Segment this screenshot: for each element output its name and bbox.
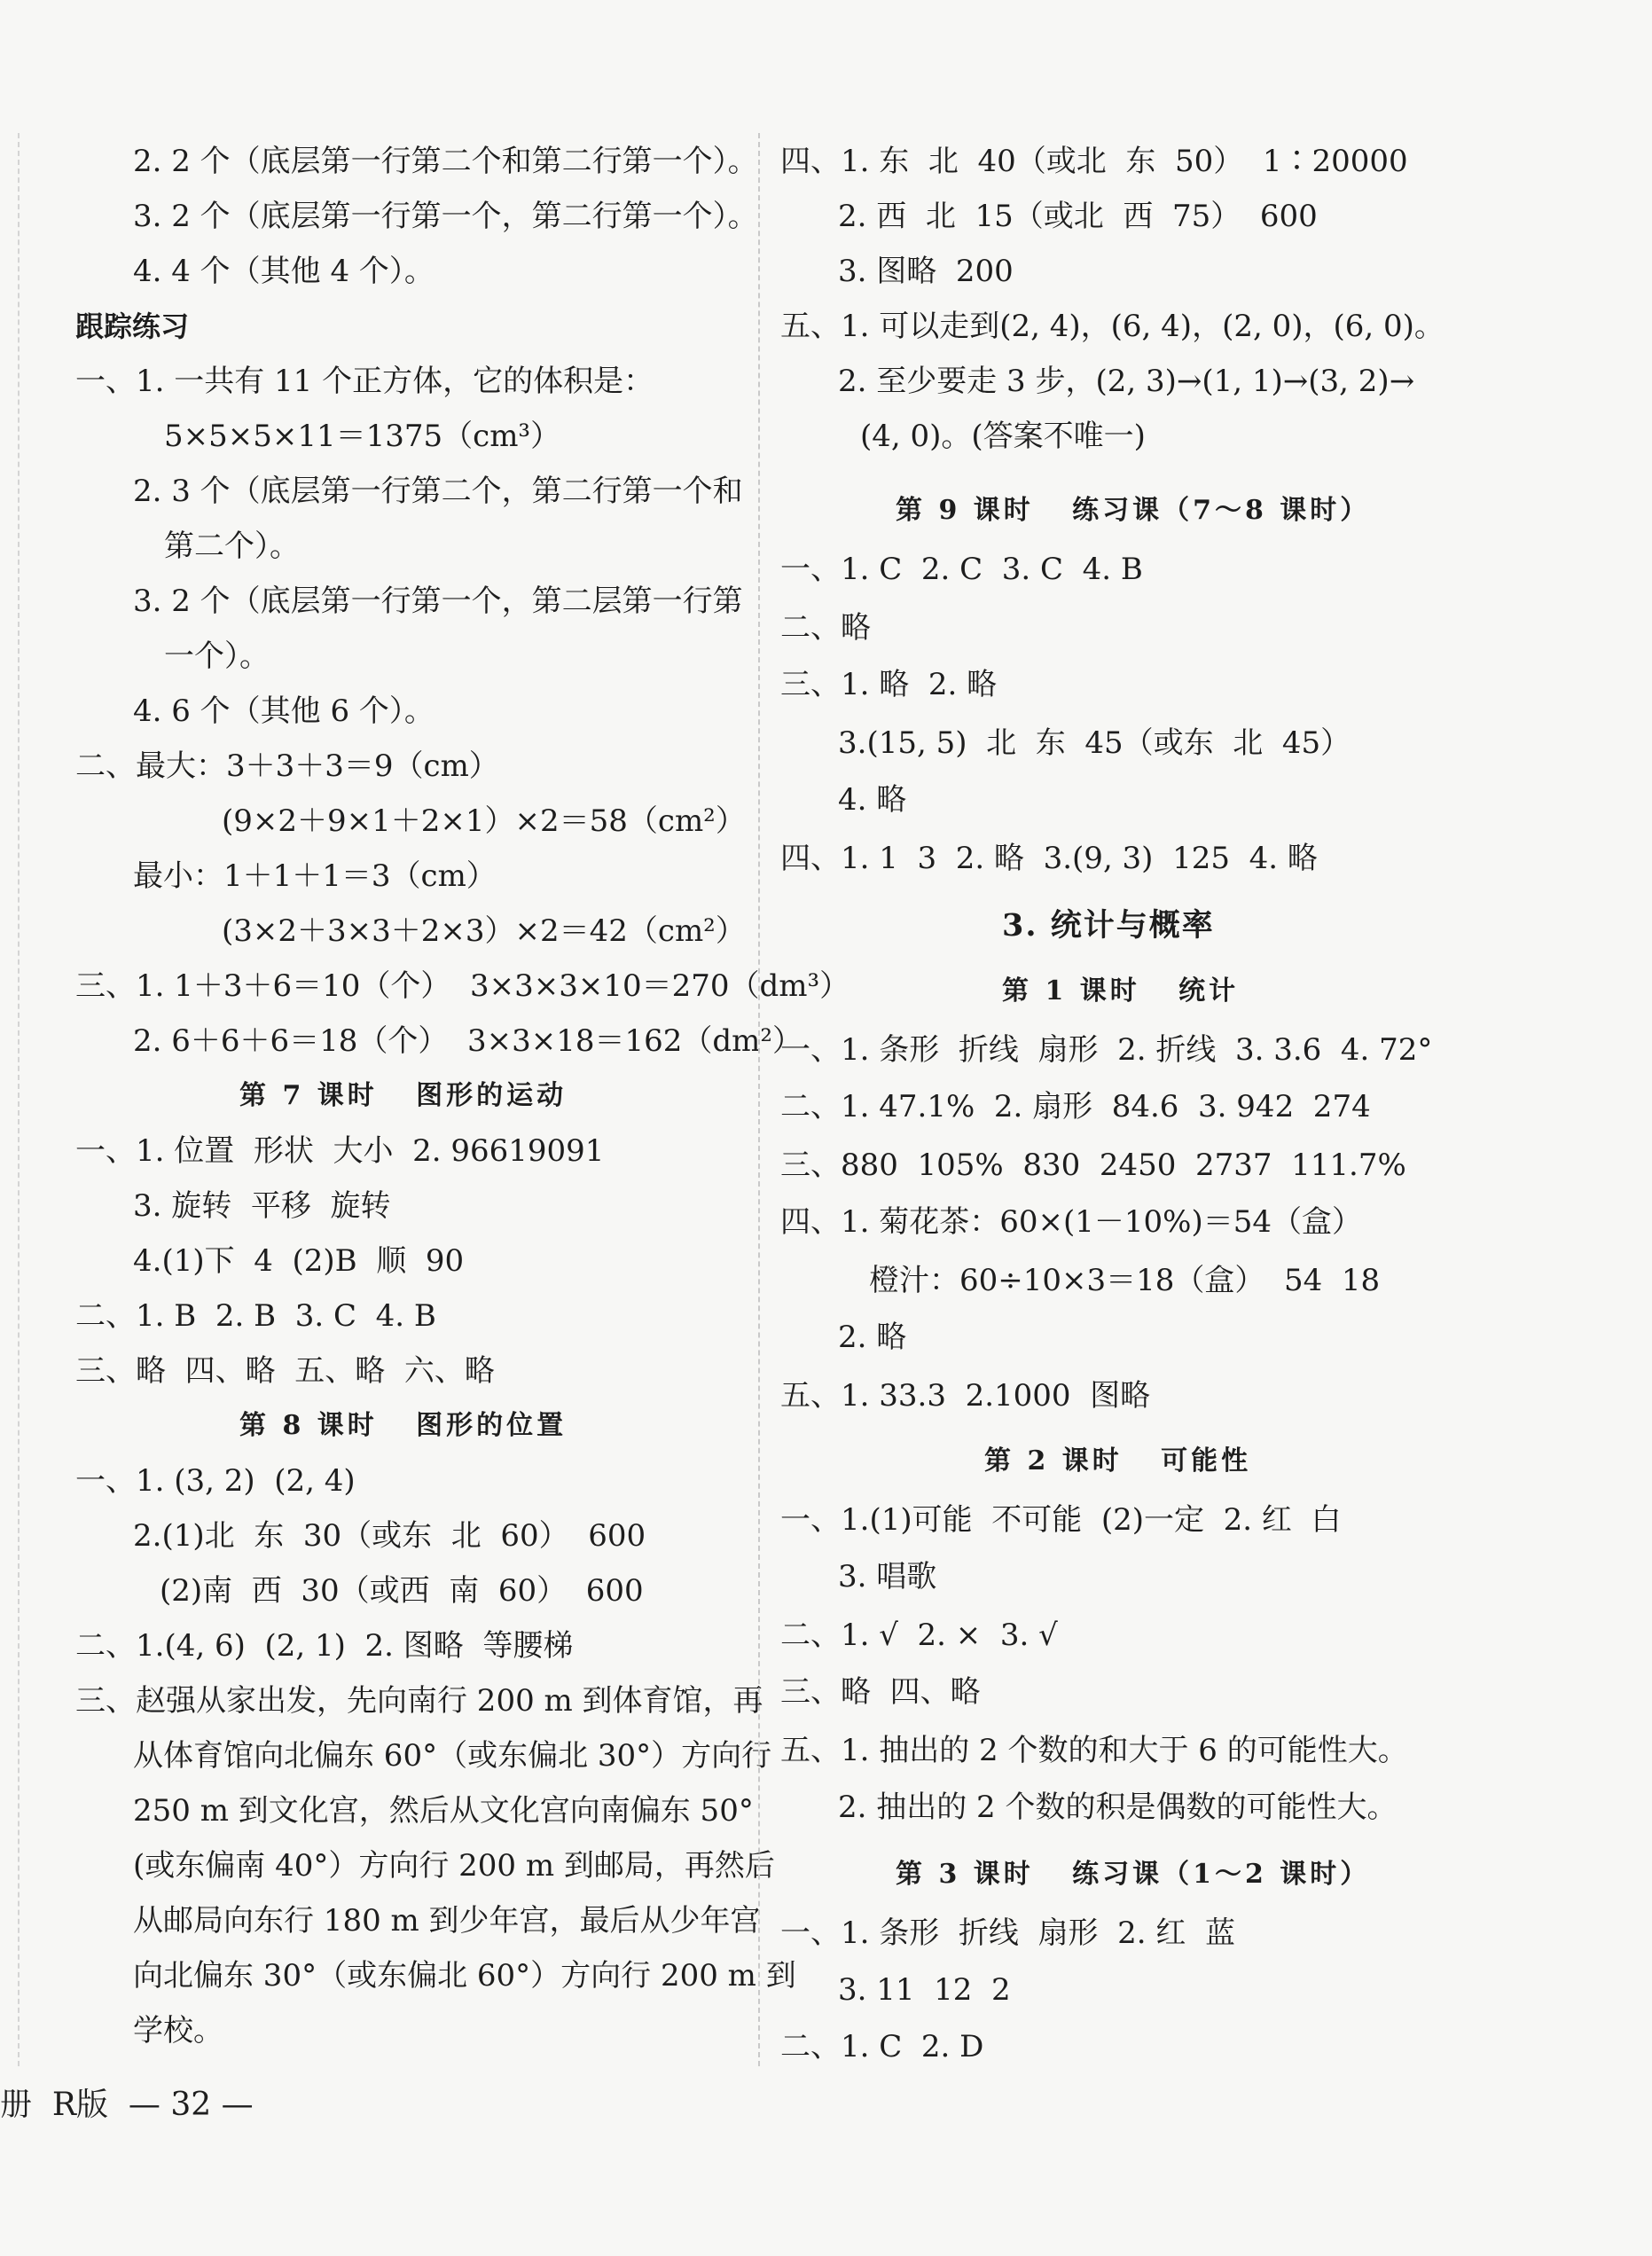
- right-line-27: 五、1. 抽出的 2 个数的和大于 6 的可能性大。: [780, 1733, 1408, 1768]
- left-line-15: 三、1. 1＋3＋6＝10（个） 3×3×3×10＝270（dm³）: [75, 968, 850, 1004]
- left-line-19: 3. 旋转 平移 旋转: [133, 1188, 391, 1224]
- left-line-29: 从体育馆向北偏东 60°（或东偏北 30°）方向行: [133, 1738, 772, 1774]
- right-line-28: 2. 抽出的 2 个数的积是偶数的可能性大。: [838, 1790, 1398, 1825]
- left-line-25: 2.(1)北 东 30（或东 北 60） 600: [133, 1518, 646, 1554]
- right-heading-6: 第 9 课时 练习课（7～8 课时）: [896, 495, 1371, 526]
- left-line-2: 4. 4 个（其他 4 个）。: [133, 254, 435, 289]
- left-line-10: 4. 6 个（其他 6 个）。: [133, 693, 435, 729]
- left-line-18: 一、1. 位置 形状 大小 2. 96619091: [75, 1133, 605, 1169]
- right-line-2: 3. 图略 200: [838, 254, 1014, 289]
- left-line-8: 3. 2 个（底层第一行第一个，第二层第一行第: [133, 584, 743, 619]
- right-line-24: 3. 唱歌: [838, 1559, 937, 1594]
- left-line-30: 250 m 到文化宫，然后从文化宫向南偏东 50°: [133, 1793, 754, 1829]
- left-line-21: 二、1. B 2. B 3. C 4. B: [75, 1298, 436, 1334]
- right-heading-22: 第 2 课时 可能性: [984, 1445, 1252, 1477]
- right-line-23: 一、1.(1)可能 不可能 (2)一定 2. 红 白: [780, 1502, 1342, 1538]
- right-line-0: 四、1. 东 北 40（或北 东 50） 1∶20000: [780, 144, 1408, 179]
- column-divider: [758, 133, 760, 2066]
- right-line-31: 3. 11 12 2: [838, 1972, 1011, 2008]
- right-line-17: 三、880 105% 830 2450 2737 111.7%: [780, 1148, 1406, 1183]
- left-line-1: 3. 2 个（底层第一行第一个，第二行第一个）。: [133, 199, 758, 234]
- right-section-13: 3. 统计与概率: [1002, 907, 1215, 944]
- left-line-27: 二、1.(4, 6) (2, 1) 2. 图略 等腰梯: [75, 1628, 574, 1664]
- left-line-26: (2)南 西 30（或西 南 60） 600: [160, 1573, 644, 1609]
- right-line-19: 橙汁：60÷10×3＝18（盒） 54 18: [869, 1263, 1381, 1298]
- right-line-7: 一、1. C 2. C 3. C 4. B: [780, 552, 1143, 587]
- right-line-32: 二、1. C 2. D: [780, 2029, 984, 2064]
- left-line-11: 二、最大：3＋3＋3＝9（cm）: [75, 748, 499, 784]
- left-line-24: 一、1. (3, 2) (2, 4): [75, 1463, 356, 1499]
- left-heading-17: 第 7 课时 图形的运动: [239, 1080, 568, 1111]
- right-line-20: 2. 略: [838, 1320, 907, 1355]
- right-line-15: 一、1. 条形 折线 扇形 2. 折线 3. 3.6 4. 72°: [780, 1032, 1433, 1068]
- left-line-5: 5×5×5×11＝1375（cm³）: [164, 419, 561, 454]
- left-heading-23: 第 8 课时 图形的位置: [239, 1410, 568, 1441]
- left-line-7: 第二个）。: [164, 529, 300, 564]
- left-line-22: 三、略 四、略 五、略 六、略: [75, 1353, 495, 1389]
- right-line-1: 2. 西 北 15（或北 西 75） 600: [838, 199, 1318, 234]
- left-line-12: (9×2＋9×1＋2×1）×2＝58（cm²）: [222, 803, 746, 839]
- right-line-10: 3.(15, 5) 北 东 45（或东 北 45）: [838, 725, 1351, 761]
- left-line-9: 一个）。: [164, 638, 270, 674]
- right-line-8: 二、略: [780, 610, 871, 646]
- right-line-5: (4, 0)。(答案不唯一): [860, 419, 1146, 454]
- left-line-14: (3×2＋3×3＋2×3）×2＝42（cm²）: [222, 913, 746, 949]
- right-line-12: 四、1. 1 3 2. 略 3.(9, 3) 125 4. 略: [780, 841, 1318, 876]
- left-line-32: 从邮局向东行 180 m 到少年宫，最后从少年宫: [133, 1903, 761, 1939]
- right-line-18: 四、1. 菊花茶：60×(1－10%)＝54（盒）: [780, 1204, 1362, 1240]
- left-line-34: 学校。: [133, 2013, 223, 2048]
- left-line-31: (或东偏南 40°）方向行 200 m 到邮局，再然后: [133, 1848, 775, 1884]
- left-line-16: 2. 6＋6＋6＝18（个） 3×3×18＝162（dm²）: [133, 1023, 803, 1059]
- left-line-33: 向北偏东 30°（或东偏北 60°）方向行 200 m 到: [133, 1958, 796, 1994]
- right-line-11: 4. 略: [838, 782, 907, 818]
- page-footer: 册 R版 — 32 —: [0, 2087, 254, 2123]
- left-line-13: 最小：1＋1＋1＝3（cm）: [133, 858, 497, 894]
- left-line-0: 2. 2 个（底层第一行第二个和第二行第一个）。: [133, 144, 758, 179]
- left-line-28: 三、赵强从家出发，先向南行 200 m 到体育馆，再: [75, 1683, 763, 1719]
- left-line-4: 一、1. 一共有 11 个正方体，它的体积是：: [75, 364, 654, 399]
- right-line-4: 2. 至少要走 3 步，(2, 3)→(1, 1)→(3, 2)→: [838, 364, 1415, 399]
- left-margin-rule: [18, 133, 20, 2066]
- right-line-21: 五、1. 33.3 2.1000 图略: [780, 1378, 1151, 1414]
- left-sub-3: 跟踪练习: [75, 309, 190, 343]
- right-line-26: 三、略 四、略: [780, 1674, 981, 1710]
- right-line-3: 五、1. 可以走到(2, 4)，(6, 4)，(2, 0)，(6, 0)。: [780, 309, 1445, 344]
- right-line-25: 二、1. √ 2. × 3. √: [780, 1618, 1058, 1653]
- right-line-9: 三、1. 略 2. 略: [780, 667, 998, 702]
- left-line-20: 4.(1)下 4 (2)B 顺 90: [133, 1243, 465, 1279]
- left-line-6: 2. 3 个（底层第一行第二个，第二行第一个和: [133, 474, 743, 509]
- right-heading-14: 第 1 课时 统计: [1002, 975, 1240, 1007]
- right-heading-29: 第 3 课时 练习课（1～2 课时）: [896, 1859, 1371, 1890]
- right-line-16: 二、1. 47.1% 2. 扇形 84.6 3. 942 274: [780, 1089, 1371, 1124]
- right-line-30: 一、1. 条形 折线 扇形 2. 红 蓝: [780, 1915, 1235, 1951]
